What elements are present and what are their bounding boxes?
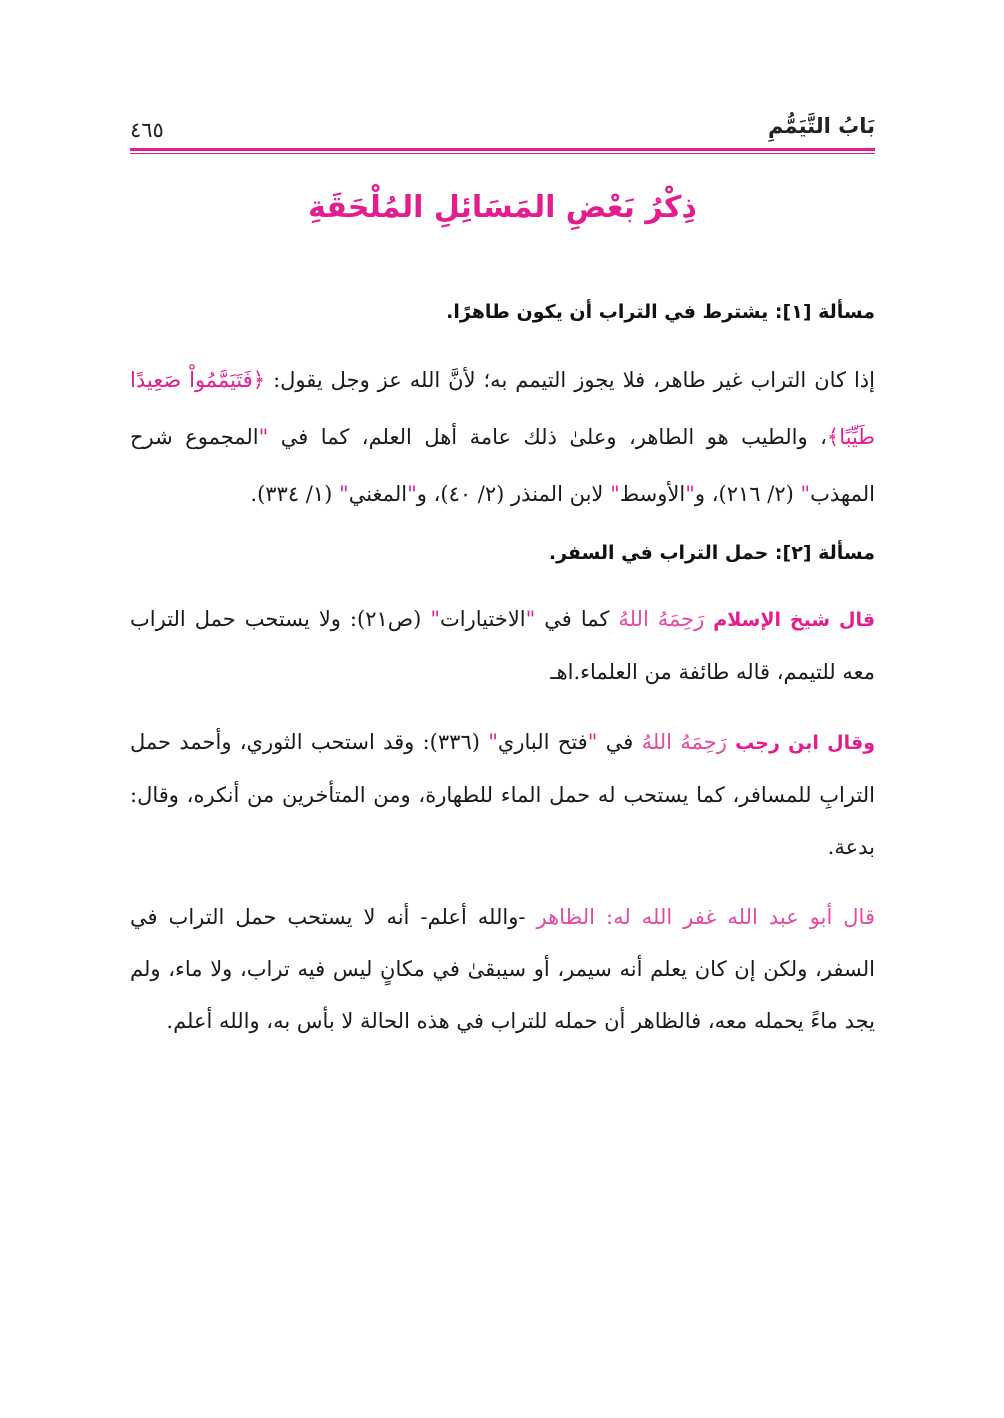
quote2-ref-close: ": [488, 730, 498, 754]
quote1-ref-close: ": [430, 607, 441, 631]
main-content: [130, 282, 875, 1055]
spacer: [130, 706, 875, 716]
ref3-prefix: و: [416, 482, 427, 506]
quran-open-bracket: ﴿: [252, 368, 266, 392]
quote2-text: (٣٣٦): وقد استحب الثوري، وأحمد حمل الترابِ للمسافر، كما يستحب له حمل الماء للطهارة، ومن المتأخرين من أنكره، وقال: بدعة.: [130, 730, 875, 859]
ref3-location: (١/ ٣٣٤).: [250, 482, 340, 506]
masala-2-heading: [130, 535, 875, 571]
quote1-ref: الاختيارات: [440, 607, 526, 631]
ref2-close-quote: ": [610, 482, 620, 506]
masala-1-p2: ، والطيب هو الطاهر، وعلىٰ ذلك عامة أهل العلم، كما في: [280, 425, 827, 449]
ref1-title: المجموع شرح المهذب: [130, 425, 875, 506]
chapter-title: بَابُ التَّيَمُّمِ: [768, 114, 875, 138]
author-label: قال أبو عبد الله غفر الله له:: [606, 905, 875, 929]
quote1-mid: كما في: [535, 607, 619, 631]
quote1-honorific: رَحِمَهُ اللهُ: [618, 607, 714, 631]
quote1-speaker: قال شيخ الإسلام: [713, 609, 876, 631]
quote2-speaker: وقال ابن رجب: [735, 732, 876, 754]
section-heading: ذِكْرُ بَعْضِ المَسَائِلِ المُلْحَقَةِ: [308, 190, 697, 225]
author-text-prefix: الظاهر: [536, 905, 607, 929]
masala-1-label: مسألة [١]:: [774, 301, 875, 323]
ref2-open-quote: ": [685, 482, 695, 506]
quote2-ref: فتح الباري: [497, 730, 588, 754]
page-number: ٤٦٥: [130, 118, 164, 142]
ref1-close-quote: ": [800, 482, 811, 506]
quote1-ref-open: ": [525, 607, 536, 631]
quote-ibn-taymiyya: [130, 593, 875, 698]
quran-verse: فَتَيَمَّمُواْ صَعِيدًا طَيِّبًا: [130, 368, 875, 449]
ref3-close-quote: ": [339, 482, 349, 506]
quote2-mid: في: [597, 730, 642, 754]
quote2-honorific: رَحِمَهُ اللهُ: [641, 730, 736, 754]
masala-1-title: يشترط في التراب أن يكون طاهرًا.: [446, 301, 769, 323]
quote2-ref-open: ": [587, 730, 598, 754]
quran-close-bracket: ﴾: [826, 425, 840, 449]
masala-2-title: حمل التراب في السفر.: [548, 542, 769, 564]
ref2-location: لابن المنذر (٢/ ٤٠)،: [433, 482, 611, 506]
ref1-open-quote: ": [258, 425, 269, 449]
header-rule-thin: [130, 153, 875, 154]
author-opinion: [130, 891, 875, 1047]
masala-1-body: [130, 352, 875, 523]
ref3-title: المغني: [348, 482, 408, 506]
masala-1-heading: [130, 294, 875, 330]
ref3-open-quote: ": [407, 482, 417, 506]
ref1-location: (٢/ ٢١٦)، و: [694, 482, 801, 506]
header-rule-thick: [130, 148, 875, 151]
running-header: [130, 104, 875, 144]
masala-2-label: مسألة [٢]:: [774, 542, 875, 564]
ref2-title: الأوسط: [619, 482, 686, 506]
quote1-text: (ص٢١): ولا يستحب حمل التراب معه للتيمم، قاله طائفة من العلماء.اهـ: [130, 607, 875, 684]
quote-ibn-rajab: [130, 716, 875, 873]
author-text: -والله أعلم- أنه لا يستحب حمل التراب في السفر، ولكن إن كان يعلم أنه سيمر، أو سيبقىٰ في مكانٍ ليس فيه تراب، ولا ماء، ولم يجد ماءً يحمله معه، فالظاهر أن حمله للتراب في هذه الحالة لا بأس به، والله أعلم.: [130, 905, 875, 1033]
masala-1-p1: إذا كان التراب غير طاهر، فلا يجوز التيمم به؛ لأنَّ الله عز وجل يقول:: [273, 368, 875, 392]
spacer: [130, 881, 875, 891]
